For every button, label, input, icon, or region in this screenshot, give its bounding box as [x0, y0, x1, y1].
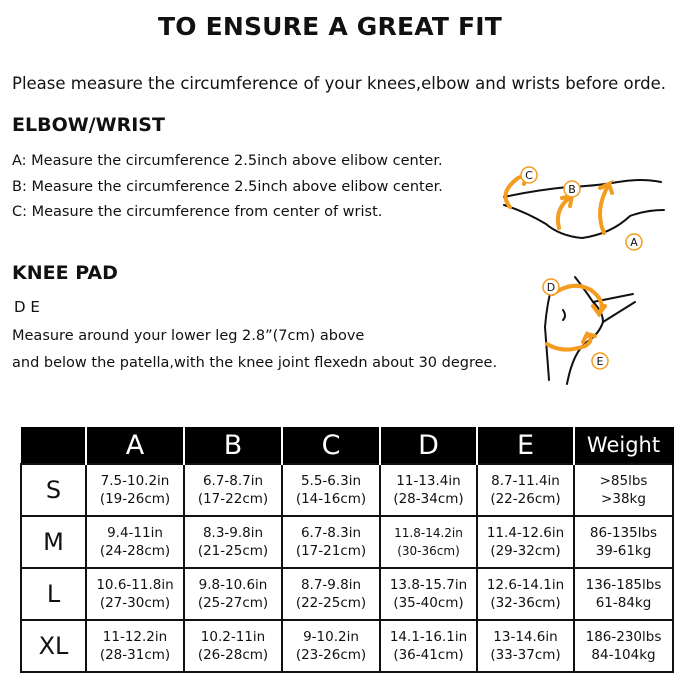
- size-label: M: [21, 516, 86, 568]
- shin-front: [603, 302, 635, 322]
- svg-text:B: B: [568, 183, 576, 196]
- value-secondary: (24-28cm): [99, 543, 171, 559]
- page-title: TO ENSURE A GREAT FIT: [157, 12, 503, 41]
- value-primary: 13-14.6in: [493, 629, 558, 645]
- value-primary: 10.6-11.8in: [96, 577, 174, 593]
- value-primary: 9.4-11in: [107, 525, 163, 541]
- value-secondary: 39-61kg: [595, 543, 652, 559]
- value-secondary: (17-22cm): [197, 491, 269, 507]
- value-primary: 186-230lbs: [585, 629, 662, 645]
- value-primary: 11-13.4in: [396, 473, 461, 489]
- value-primary: 11-12.2in: [102, 629, 168, 645]
- value-primary: 6.7-8.7in: [202, 473, 264, 489]
- value-secondary: (14-16cm): [295, 491, 367, 507]
- value-primary: 13.8-15.7in: [389, 577, 468, 593]
- elbow-wrist-heading: ELBOW/WRIST: [12, 114, 165, 136]
- header-b: B: [184, 427, 282, 464]
- knee-pad-heading: KNEE PAD: [12, 262, 118, 284]
- label-a: [626, 234, 642, 250]
- cell-b: [184, 464, 282, 516]
- cell-a: [86, 620, 184, 672]
- cell-e: [477, 464, 574, 516]
- cell-e: [477, 620, 574, 672]
- cell-c: [282, 464, 380, 516]
- value-primary: 8.3-9.8in: [202, 525, 264, 541]
- value-secondary: (28-31cm): [99, 647, 171, 663]
- value-secondary: (21-25cm): [197, 543, 269, 559]
- value-primary: 14.1-16.1in: [389, 629, 468, 645]
- value-primary: 11.4-12.6in: [486, 525, 565, 541]
- elbow-line-b: B: Measure the circumference 2.5inch above elibow center.: [12, 179, 443, 195]
- knee-line-1: Measure around your lower leg 2.8”(7cm) above: [12, 328, 365, 344]
- label-d: [543, 279, 559, 295]
- cell-d: [380, 568, 477, 620]
- arm-measurement-diagram: [496, 160, 671, 255]
- table-header-row: [21, 427, 673, 464]
- value-primary: 8.7-9.8in: [300, 577, 362, 593]
- cell-a: [86, 464, 184, 516]
- cell-c: [282, 516, 380, 568]
- header-a: A: [86, 427, 184, 464]
- cell-d: [380, 620, 477, 672]
- header-c: C: [282, 427, 380, 464]
- size-label: XL: [21, 620, 86, 672]
- arrow-d: [553, 286, 605, 314]
- value-primary: 86-135lbs: [589, 525, 658, 541]
- label-b: [564, 181, 580, 197]
- value-secondary: (27-30cm): [99, 595, 171, 611]
- label-e: [592, 353, 608, 369]
- arrow-e: [547, 334, 595, 350]
- table-row: [21, 568, 673, 620]
- header-d: D: [380, 427, 477, 464]
- elbow-line-c: C: Measure the circumference from center of wrist.: [12, 204, 383, 220]
- value-primary: 8.7-11.4in: [491, 473, 560, 489]
- cell-b: [184, 516, 282, 568]
- patella-mark: [563, 310, 565, 320]
- header-weight: Weight: [574, 427, 673, 464]
- table-row: [21, 464, 673, 516]
- value-secondary: (30-36cm): [397, 544, 460, 558]
- knee-line-2: and below the patella,with the knee joint flexedn about 30 degree.: [12, 355, 498, 371]
- svg-text:D: D: [546, 281, 556, 294]
- arm-outline-bottom: [504, 205, 664, 238]
- size-label: L: [21, 568, 86, 620]
- value-secondary: (29-32cm): [490, 543, 561, 559]
- value-secondary: (36-41cm): [393, 647, 464, 663]
- value-secondary: (26-28cm): [197, 647, 269, 663]
- elbow-line-a: A: Measure the circumference 2.5inch above elibow center.: [12, 153, 443, 169]
- svg-text:A: A: [630, 236, 638, 249]
- value-secondary: >38kg: [601, 491, 646, 507]
- arrow-c: [506, 176, 526, 207]
- value-primary: 6.7-8.3in: [300, 525, 362, 541]
- label-c: [521, 167, 537, 183]
- arrow-b: [558, 196, 572, 228]
- cell-d: [380, 464, 477, 516]
- thigh-back: [545, 281, 556, 380]
- value-secondary: (28-34cm): [393, 491, 464, 507]
- value-secondary: (17-21cm): [295, 543, 367, 559]
- size-label: S: [21, 464, 86, 516]
- cell-a: [86, 568, 184, 620]
- arrow-a: [600, 184, 612, 233]
- intro-text: Please measure the circumference of your knees,elbow and wrists before orde.: [12, 74, 667, 93]
- value-primary: 10.2-11in: [200, 629, 266, 645]
- value-secondary: (32-36cm): [490, 595, 561, 611]
- knee-measurement-diagram: [533, 272, 641, 392]
- value-primary: 7.5-10.2in: [100, 473, 170, 489]
- value-secondary: (19-26cm): [99, 491, 171, 507]
- value-secondary: (23-26cm): [295, 647, 367, 663]
- thigh-front: [575, 277, 633, 302]
- value-secondary: (22-25cm): [295, 595, 367, 611]
- value-secondary: 61-84kg: [595, 595, 652, 611]
- value-secondary: 84-104kg: [591, 647, 656, 663]
- cell-e: [477, 568, 574, 620]
- cell-d: [380, 516, 477, 568]
- value-secondary: (33-37cm): [490, 647, 561, 663]
- cell-weight: [574, 516, 673, 568]
- size-chart-table: [20, 427, 674, 673]
- value-primary: 9-10.2in: [303, 629, 359, 645]
- cell-a: [86, 516, 184, 568]
- knee-de-label: D E: [14, 298, 40, 316]
- value-primary: 11.8-14.2in: [394, 526, 463, 540]
- cell-c: [282, 568, 380, 620]
- value-secondary: (25-27cm): [197, 595, 269, 611]
- header-e: E: [477, 427, 574, 464]
- cell-e: [477, 516, 574, 568]
- svg-text:E: E: [596, 355, 604, 368]
- value-primary: 136-185lbs: [585, 577, 662, 593]
- value-primary: 5.5-6.3in: [300, 473, 362, 489]
- value-secondary: (22-26cm): [490, 491, 561, 507]
- cell-b: [184, 568, 282, 620]
- svg-text:C: C: [525, 169, 533, 182]
- value-primary: >85lbs: [599, 473, 648, 489]
- cell-weight: [574, 464, 673, 516]
- value-secondary: (35-40cm): [393, 595, 464, 611]
- value-primary: 12.6-14.1in: [486, 577, 565, 593]
- table-row: [21, 620, 673, 672]
- table-row: [21, 516, 673, 568]
- header-empty: [21, 427, 86, 464]
- value-primary: 9.8-10.6in: [198, 577, 268, 593]
- cell-c: [282, 620, 380, 672]
- cell-weight: [574, 568, 673, 620]
- cell-weight: [574, 620, 673, 672]
- cell-b: [184, 620, 282, 672]
